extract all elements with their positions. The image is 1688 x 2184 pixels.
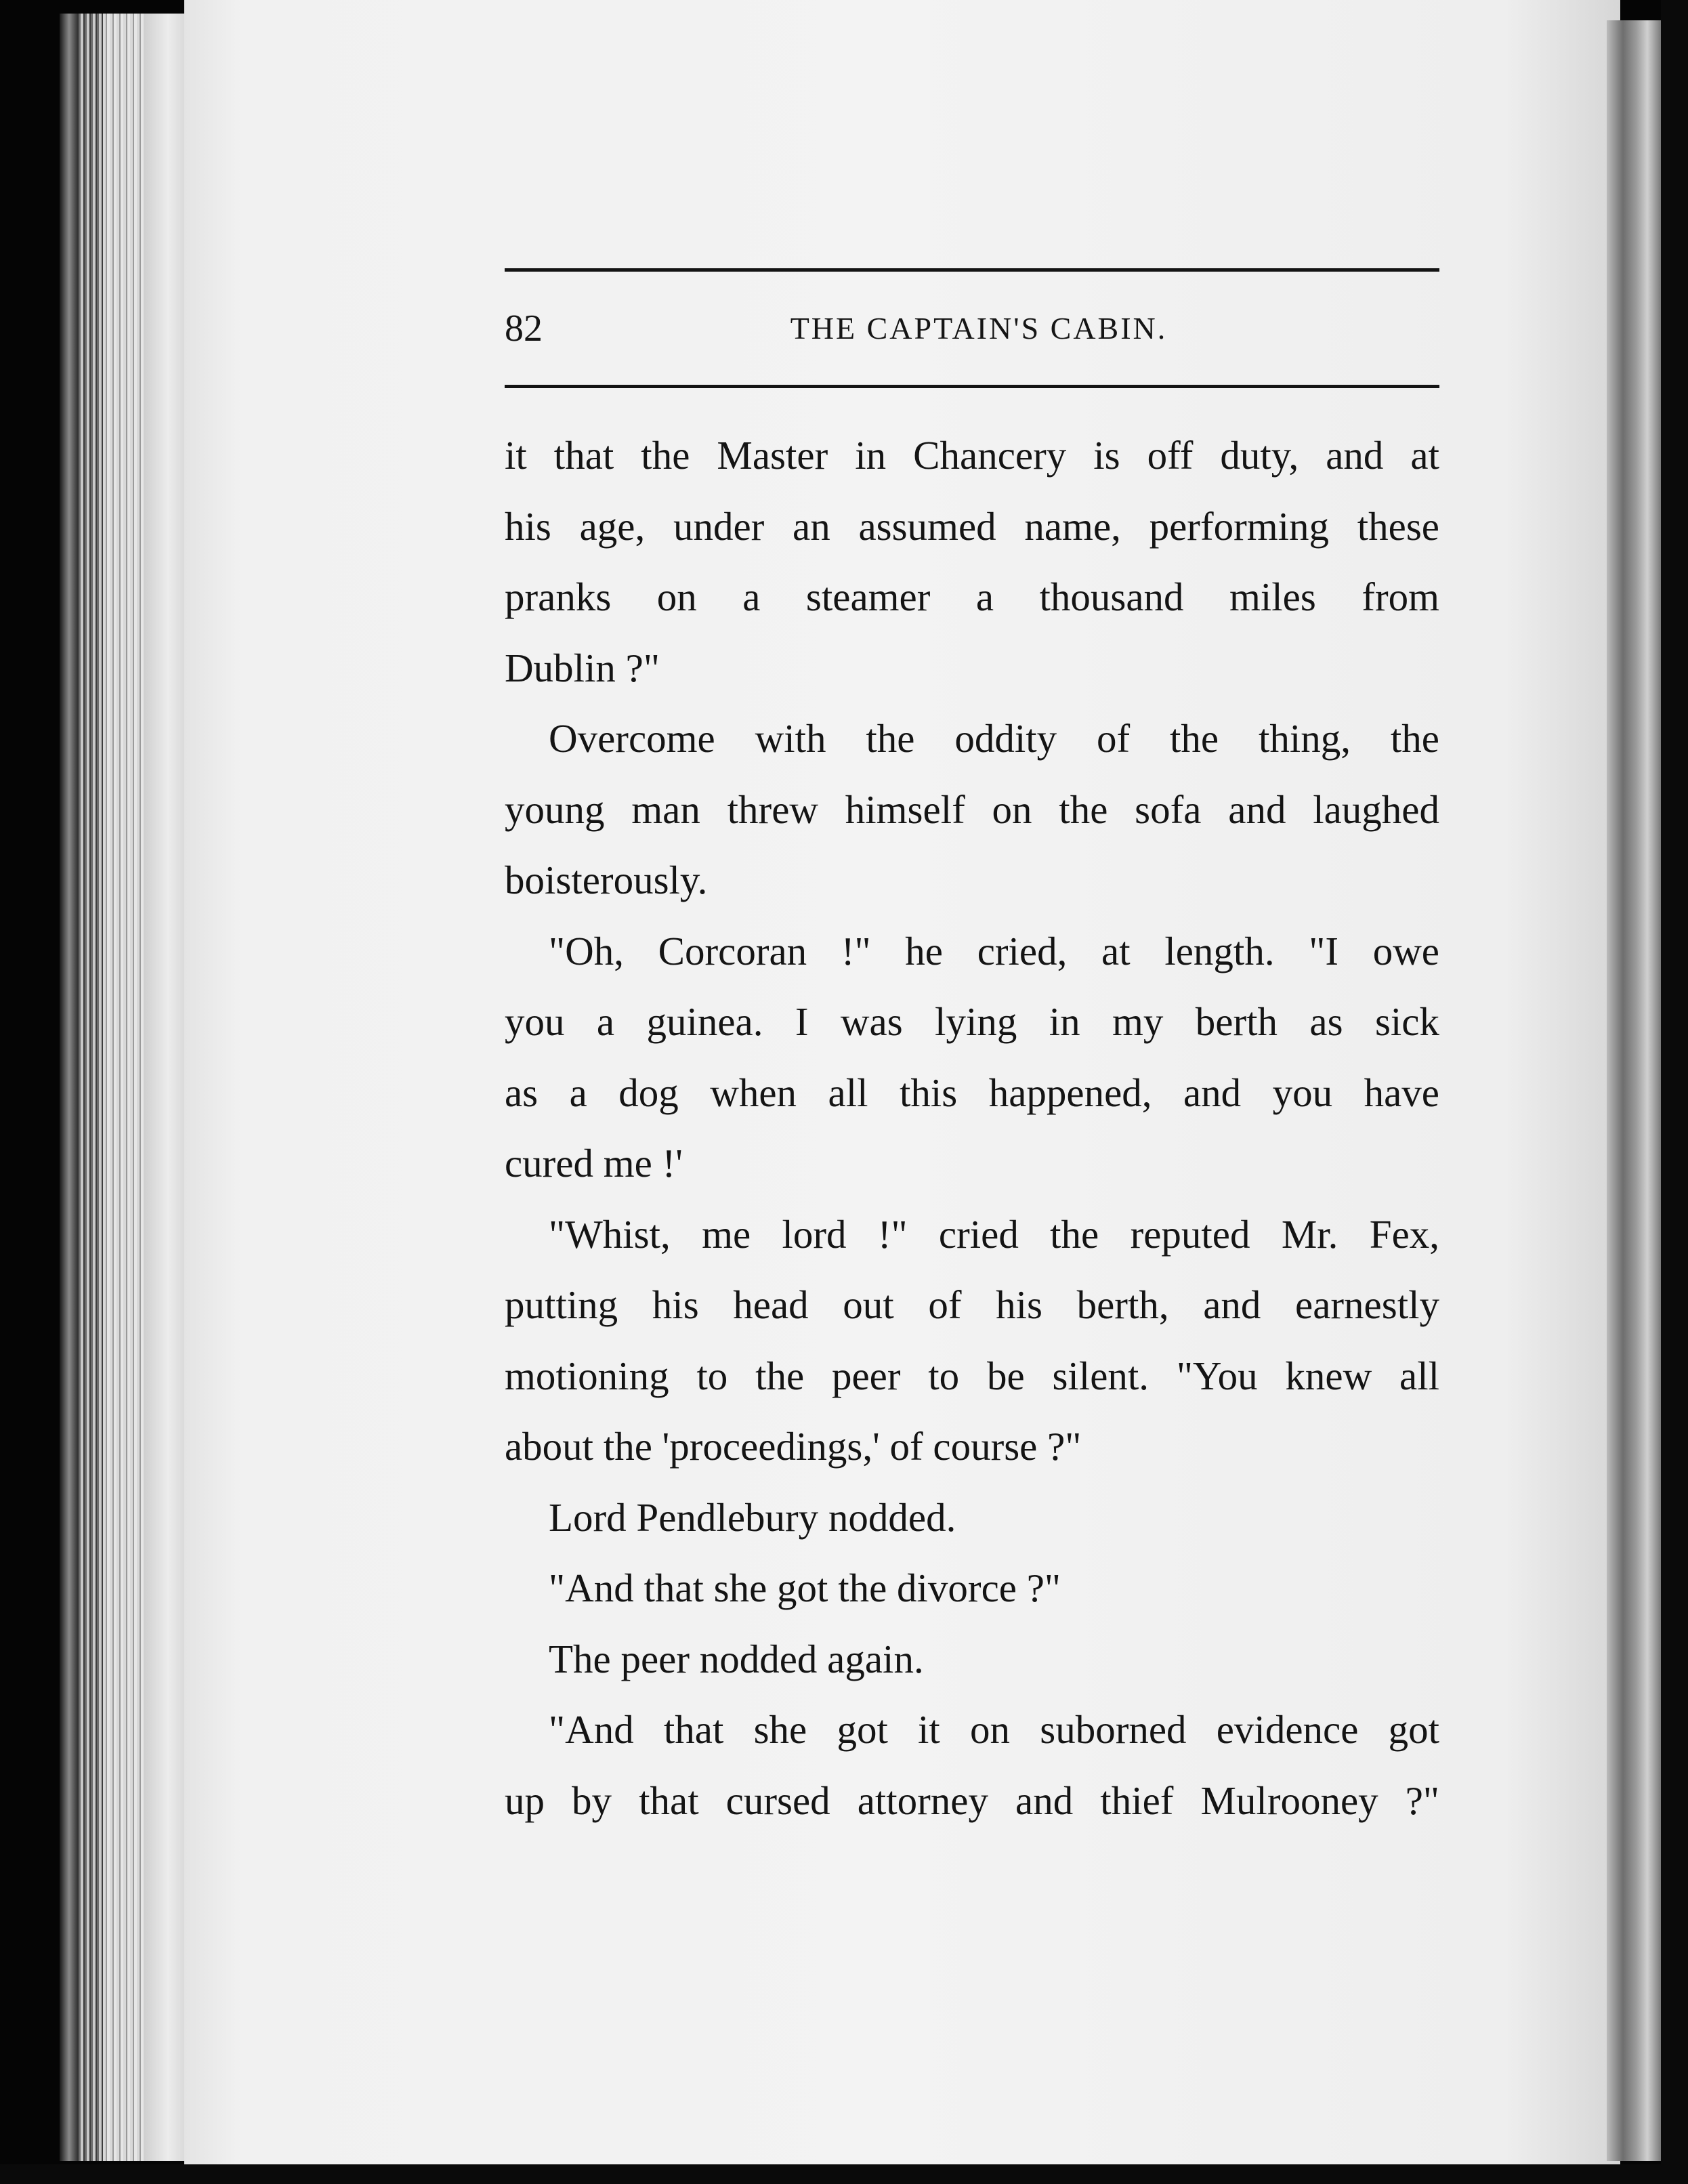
text-line: "And that she got it on suborned evidence got — [549, 1707, 1439, 1752]
body-text — [505, 420, 1439, 1836]
text-line: boisterously. — [505, 858, 708, 902]
text-line: his age, under an assumed name, performing these — [505, 503, 1439, 549]
text-line: "Whist, me lord !" cried the reputed Mr. Fex, — [549, 1211, 1439, 1257]
running-header — [505, 298, 1439, 359]
text-line: up by that cursed attorney and thief Mulrooney ?" — [505, 1778, 1439, 1823]
header-rule-top — [505, 268, 1439, 272]
text-line: motioning to the peer to be silent. "You knew all — [505, 1353, 1439, 1398]
text-line: young man threw himself on the sofa and laughed — [505, 786, 1439, 832]
header-rule-bottom — [505, 385, 1439, 388]
text-line: Dublin ?" — [505, 645, 660, 690]
text-line: it that the Master in Chancery is off duty, and at — [505, 433, 1439, 478]
text-line: Lord Pendlebury nodded. — [549, 1494, 956, 1540]
text-line: "And that she got the divorce ?" — [549, 1566, 1061, 1610]
text-line: cured me !' — [505, 1141, 683, 1185]
running-title: THE CAPTAIN'S CABIN. — [790, 311, 1168, 345]
book-page-edges — [79, 14, 103, 2161]
text-line: pranks on a steamer a thousand miles from — [505, 574, 1439, 619]
text-line: as a dog when all this happened, and you have — [505, 1070, 1439, 1115]
book-page-edges-inner — [103, 14, 144, 2161]
scan-border-right — [1661, 0, 1688, 2184]
text-line: Overcome with the oddity of the thing, the — [549, 716, 1439, 761]
text-line: putting his head out of his berth, and earnestly — [505, 1282, 1439, 1327]
book-edge-shadow — [60, 14, 79, 2161]
facing-page-edge — [1607, 20, 1661, 2161]
text-line: "Oh, Corcoran !" he cried, at length. "I owe — [549, 928, 1439, 973]
text-line: you a guinea. I was lying in my berth as sick — [505, 999, 1439, 1044]
book-gutter — [144, 14, 184, 2161]
scan-border-bottom — [0, 2164, 1688, 2184]
page-number: 82 — [505, 308, 543, 350]
text-line: The peer nodded again. — [549, 1636, 924, 1681]
text-line: about the 'proceedings,' of course ?" — [505, 1424, 1082, 1469]
